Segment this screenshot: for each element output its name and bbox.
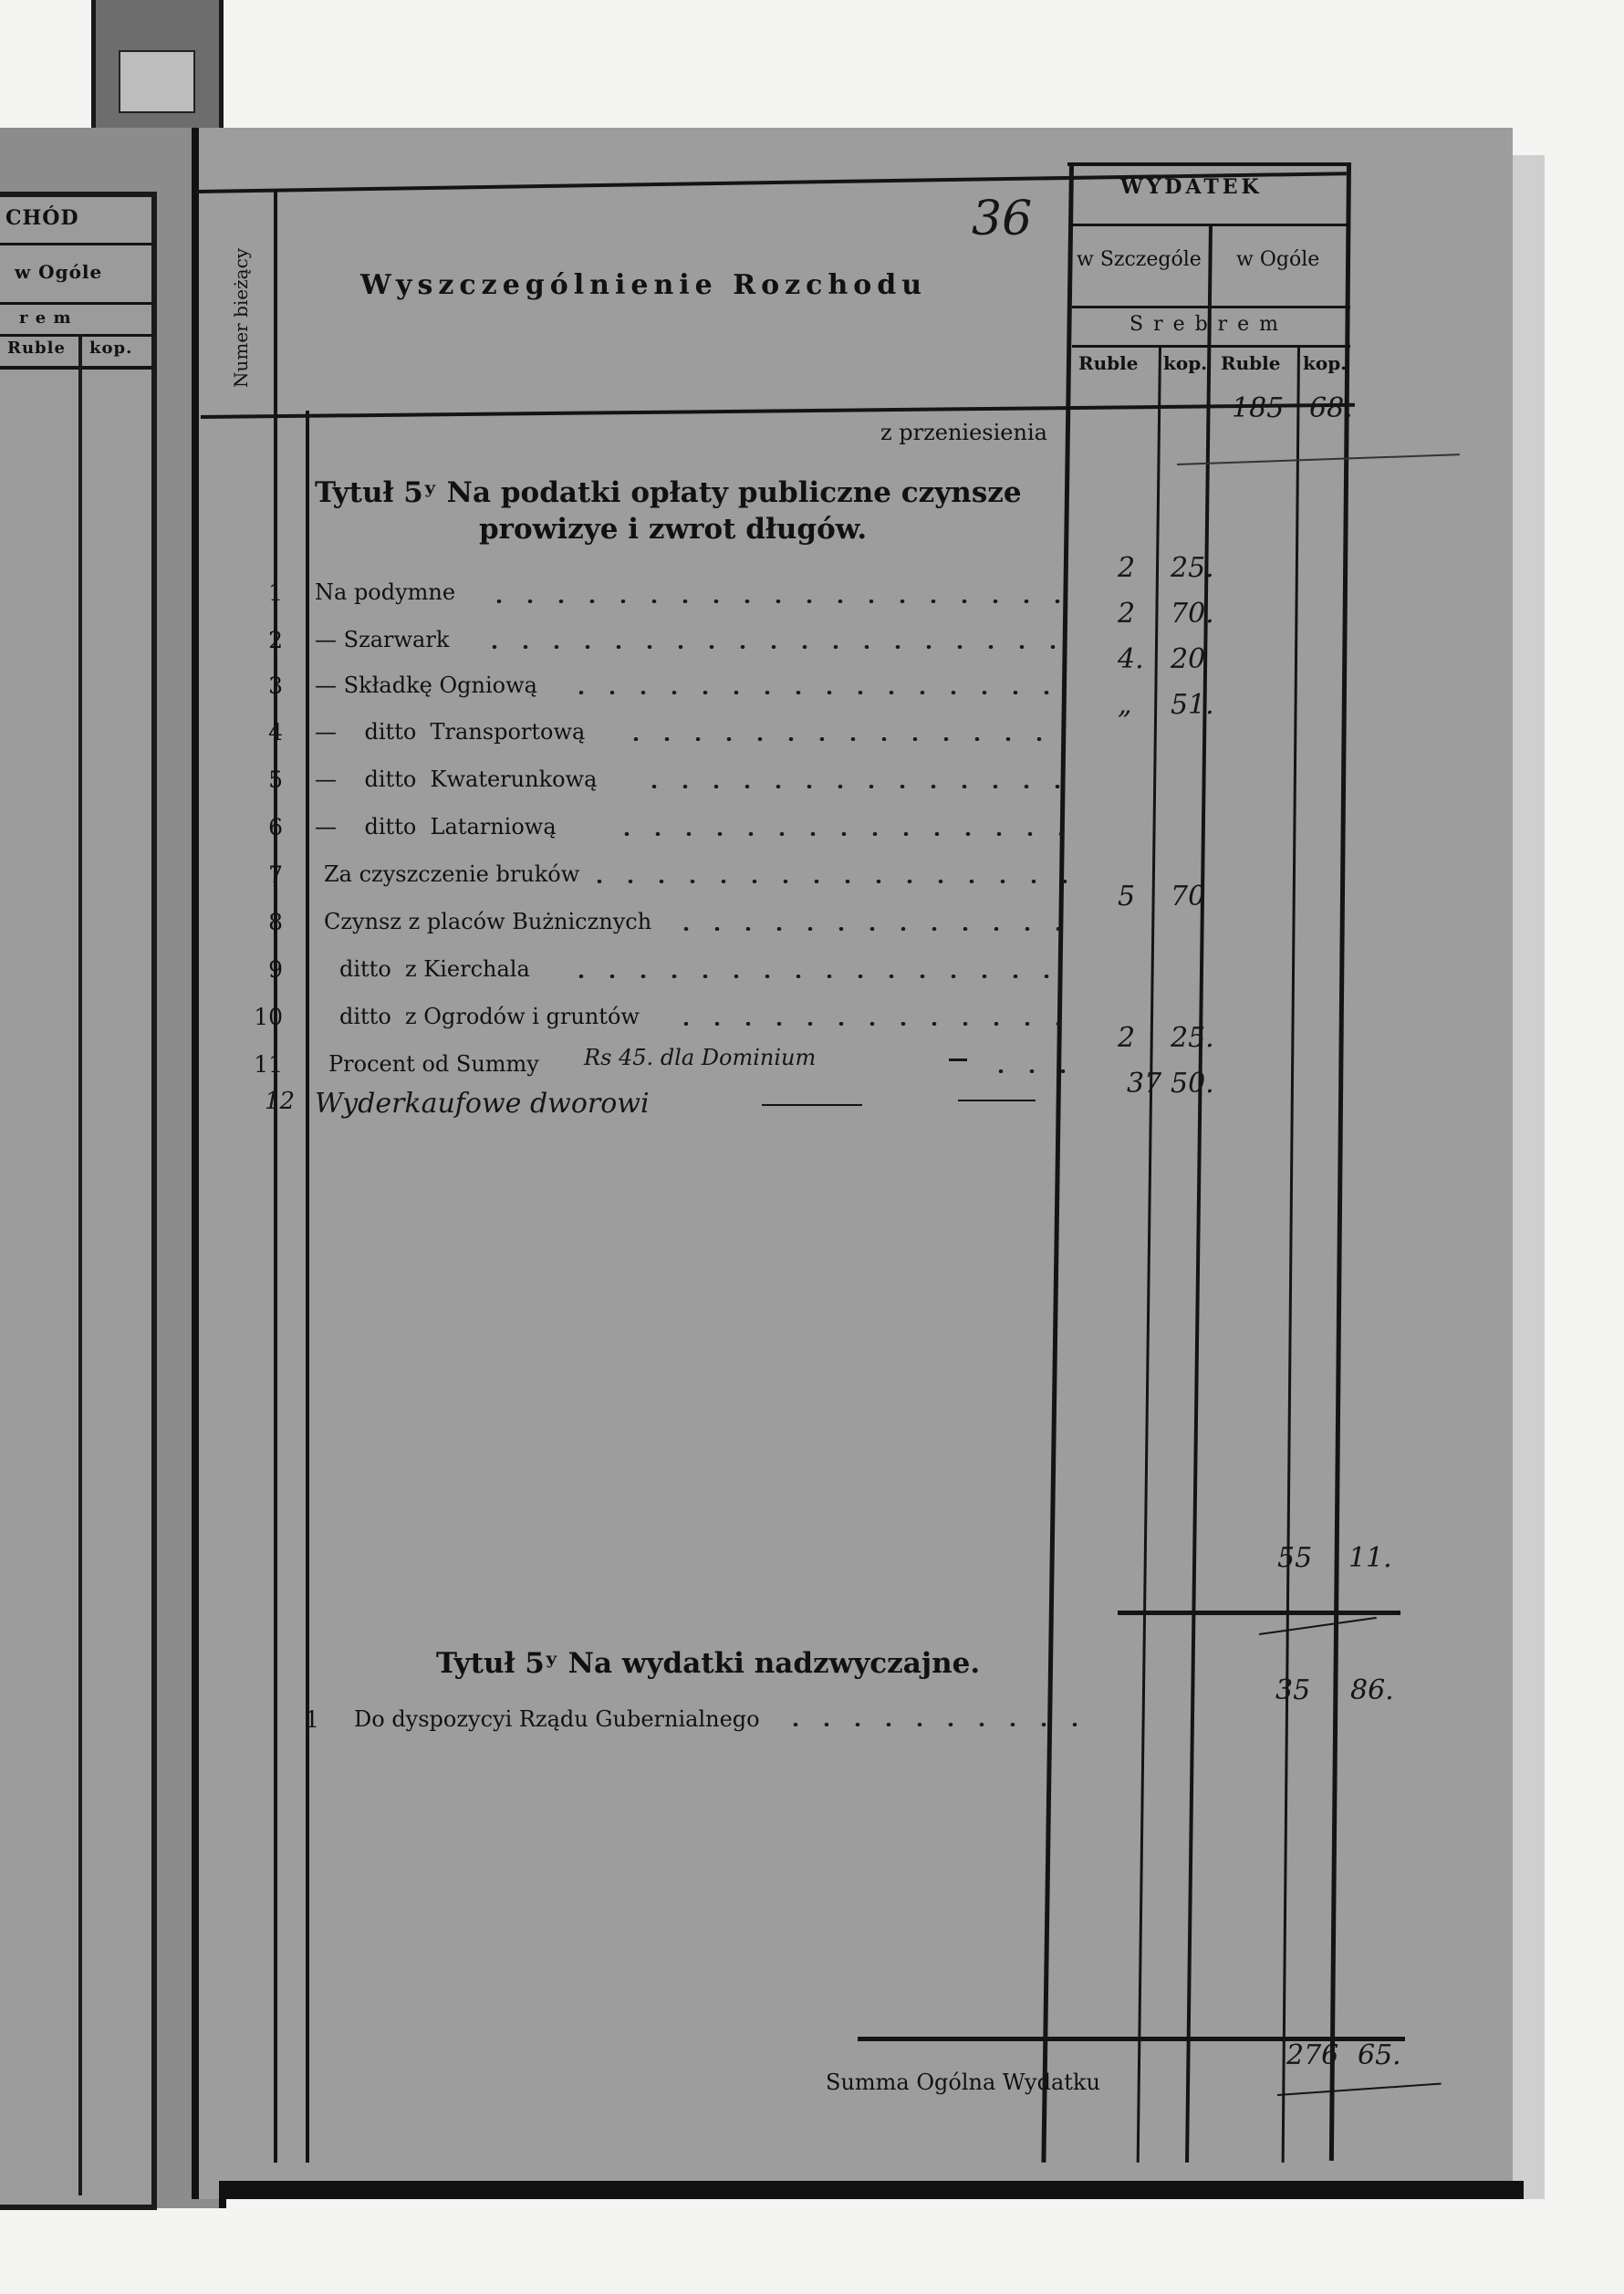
carry-label: z przeniesienia [880,420,1047,445]
left-rule [0,334,151,337]
left-header-top: CHÓD [5,206,79,230]
row-label: — Składkę Ogniową [315,673,537,698]
leader-dots [985,1069,1067,1073]
section2-ruble: 35 [1275,1674,1311,1706]
row-number: 12 [265,1088,296,1115]
leader-dots [479,645,1067,649]
row-kop: 25. [1171,1022,1214,1054]
row-number: 5 [268,766,283,793]
row-number: 1 [268,579,283,606]
left-rule [0,302,151,305]
section2-kop: 86. [1350,1674,1394,1706]
row-number: 10 [254,1004,283,1030]
left-header-srebrem: r e m [19,308,72,328]
row-label: — ditto Transportową [315,719,586,745]
row-ruble: „ [1118,689,1132,721]
ledger-page [192,128,1513,2199]
row-number: 8 [268,909,283,935]
row-label: — ditto Kwaterunkową [315,766,598,792]
row-kop: 70 [1171,881,1206,912]
binding-tab [91,0,224,132]
row-ruble: 4. [1118,643,1144,675]
row-ruble: 5 [1118,881,1136,912]
row-kop: 70. [1171,598,1214,630]
section1-title-line2: prowizye i zwrot długów. [479,513,868,546]
row-ruble: 2 [1118,552,1136,584]
carry-ruble: 185 [1232,392,1285,424]
leader-dots [671,1022,1067,1026]
srebrem-rule [1072,306,1350,308]
row-ruble: 37 [1127,1068,1162,1100]
row-label: ditto z Ogrodów i gruntów [339,1004,640,1029]
leader-dots [671,927,1067,931]
leader-dots [584,880,1067,883]
row-number: 6 [268,814,283,840]
row11-handwritten-note: Rs 45. dla Dominium [584,1045,817,1070]
left-page-frame [0,192,157,2210]
section1-subtotal-ruble: 55 [1277,1542,1313,1574]
row-label: — ditto Latarniową [315,814,557,839]
left-rule [0,366,151,370]
total-kop: 65. [1358,2039,1401,2071]
leader-dots [620,737,1067,741]
row-ruble: 2 [1118,598,1136,630]
row-number: 9 [268,956,283,983]
row-label: Za czyszczenie bruków [324,861,580,887]
total-ruble: 276 [1286,2039,1339,2071]
left-header-ogole: w Ogóle [15,261,103,283]
w-szczegole-header: w Szczególe [1077,248,1202,271]
wydatek-top-rule [1067,162,1350,166]
carry-kop: 68. [1309,392,1353,424]
row-number: 3 [268,673,283,699]
binding-tab-inner [119,50,195,113]
total-label: Summa Ogólna Wydatku [826,2070,1100,2095]
row-label: — Szarwark [315,627,450,652]
row-kop: 20 [1171,643,1206,675]
w-ogole-header: w Ogóle [1236,248,1320,271]
row-number: 7 [268,861,283,888]
numer-column-line [274,192,277,2163]
row-number: 1 [305,1706,319,1733]
row-label: Czynsz z placów Bużnicznych [324,909,652,934]
leader-dots [566,691,1067,694]
leader-dots [566,975,1067,978]
row-label: Procent od Summy [328,1051,539,1077]
row-label: ditto z Kierchala [339,956,530,982]
row-label: Do dyspozycyi Rządu Gubernialnego [354,1706,760,1732]
left-column-line [78,334,82,2195]
ruble-kop-rule [1072,345,1350,348]
row-label: Na podymne [315,579,456,605]
row-kop: 50. [1171,1068,1214,1100]
leader-dots [484,600,1067,603]
label-margin-line [306,411,309,2163]
section1-title-line1: Tytuł 5ʸ Na podatki opłaty publiczne czynsze [315,476,1022,509]
left-col-ruble: Ruble [7,339,66,358]
kop-header-1: kop. [1163,352,1208,374]
rozchod-title: Wyszczególnienie Rozchodu [360,269,928,301]
row-kop: 25. [1171,552,1214,584]
numer-biezacy-header: Numer bieżący [230,247,252,388]
ruble-header-1: Ruble [1078,352,1139,374]
srebrem-header: S r e b r e m [1130,313,1281,336]
leader-dots [639,785,1067,788]
row-label: Wyderkaufowe dworowi [315,1088,650,1120]
kop-header-2: kop. [1303,352,1348,374]
row-number: 2 [268,627,283,653]
left-rule [0,243,151,245]
wydatek-header: WYDATEK [1120,175,1263,199]
ruble-header-2: Ruble [1221,352,1281,374]
leader-dots [611,832,1067,836]
leader-dots [780,1723,1090,1726]
row-number: 4 [268,719,283,746]
row-kop: 51. [1171,689,1214,721]
section2-title: Tytuł 5ʸ Na wydatki nadzwyczajne. [436,1647,981,1680]
row-ruble: 2 [1118,1022,1136,1054]
section1-subtotal-kop: 11. [1348,1542,1392,1574]
subtotal-rule [1118,1611,1400,1615]
row-number: 11 [254,1051,283,1078]
dash [958,1100,1036,1101]
wydatek-sub-rule [1072,224,1350,226]
folio-number: 36 [972,192,1033,246]
page-bottom-shadow [219,2181,1524,2199]
left-col-kop: kop. [89,339,133,358]
dash [762,1104,862,1106]
dash [949,1058,967,1061]
